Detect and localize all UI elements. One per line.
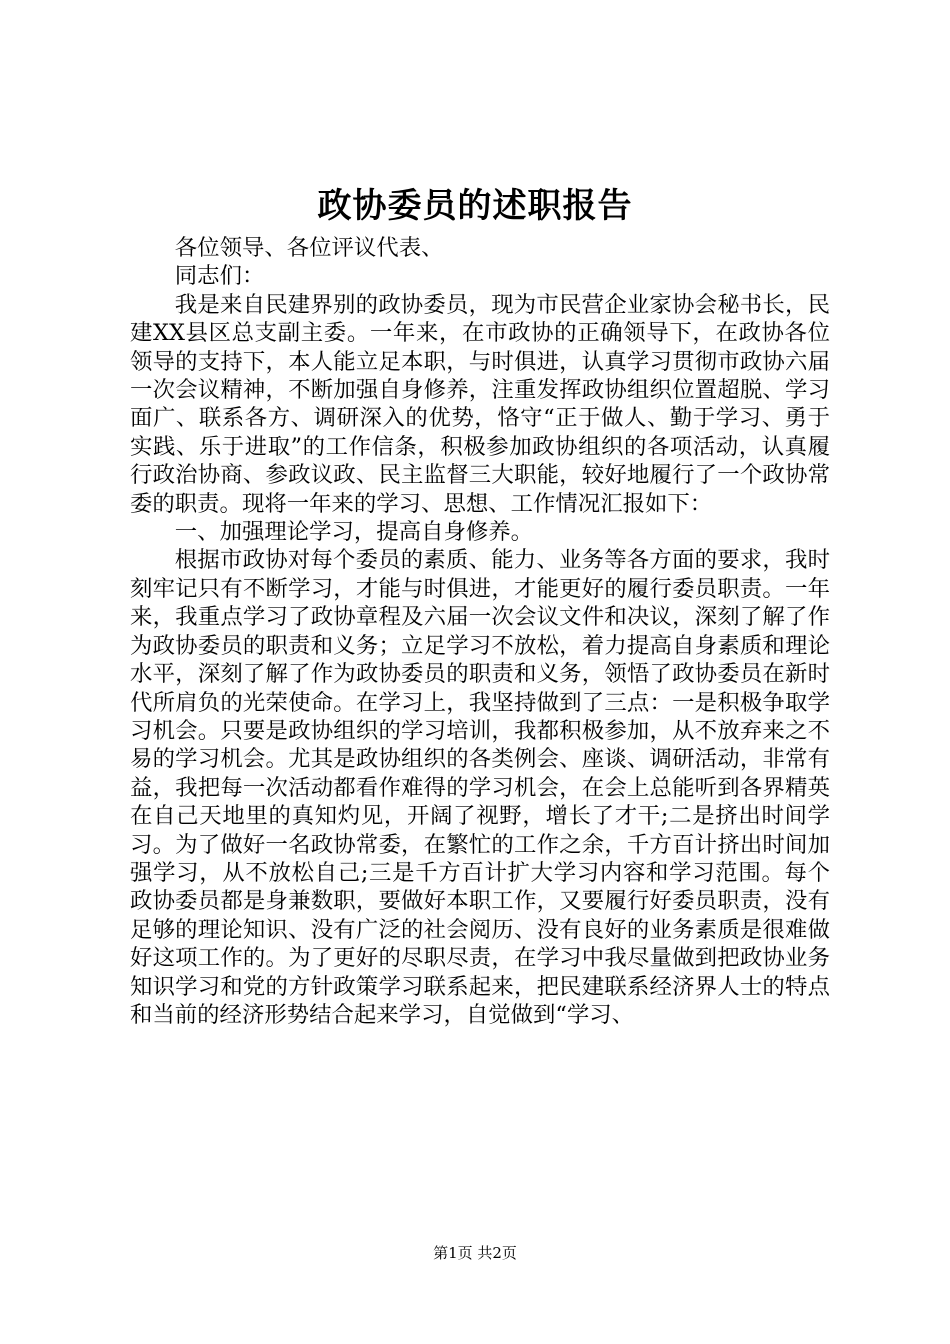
salutation-line: 各位领导、各位评议代表、 bbox=[174, 235, 444, 261]
salutation-line: 同志们： bbox=[174, 263, 265, 290]
document-title: 政协委员的述职报告 bbox=[317, 186, 633, 226]
document-body bbox=[130, 234, 830, 1029]
body-paragraph: 根据市政协对每个委员的素质、能力、业务等各方面的要求，我时刻牢记只有不断学习，才能与时俱进，才能更好的履行委员职责。一年来，我重点学习了政协章程及六届一次会议文件和决议，深刻了解了作为政协委员的职责和义务；立足学习不放松，着力提高自身素质和理论水平，深刻了解了作为政协委员的职责和义务，领悟了政协委员在新时代所肩负的光荣使命。在学习上，我坚持做到了三点：一是积极争取学习机会。只要是政协组织的学习培训，我都积极参加，从不放弃来之不易的学习机会。尤其是政协组织的各类例会、座谈、调研活动，非常有益，我把每一次活动都看作难得的学习机会，在会上总能听到各界精英在自己天地里的真知灼见，开阔了视野，增长了才干;二是挤出时间学习。为了做好一名政协常委，在繁忙的工作之余，千方百计挤出时间加强学习，从不放松自己;三是千方百计扩大学习内容和学习范围。每个政协委员都是身兼数职，要做好本职工作，又要履行好委员职责，没有足够的理论知识、没有广泛的社会阅历、没有良好的业务素质是很难做好这项工作的。为了更好的尽职尽责，在学习中我尽量做到把政协业务知识学习和党的方针政策学习联系起来，把民建联系经济界人士的特点和当前的经济形势结合起来学习，自觉做到“学习、 bbox=[130, 547, 830, 1028]
section-heading: 一、加强理论学习，提高自身修养。 bbox=[174, 519, 534, 546]
page-footer: 第1页 共2页 bbox=[433, 1244, 517, 1262]
body-paragraph: 我是来自民建界别的政协委员，现为市民营企业家协会秘书长，民建XX县区总支副主委。一年来，在市政协的正确领导下，在政协各位领导的支持下，本人能立足本职，与时俱进，认真学习贯彻市政协六届一次会议精神，不断加强自身修养，注重发挥政协组织位置超脱、学习面广、联系各方、调研深入的优势，恪守“正于做人、勤于学习、勇于实践、乐于进取”的工作信条，积极参加政协组织的各项活动，认真履行政治协商、参政议政、民主监督三大职能，较好地履行了一个政协常委的职责。现将一年来的学习、思想、工作情况汇报如下： bbox=[130, 291, 830, 517]
